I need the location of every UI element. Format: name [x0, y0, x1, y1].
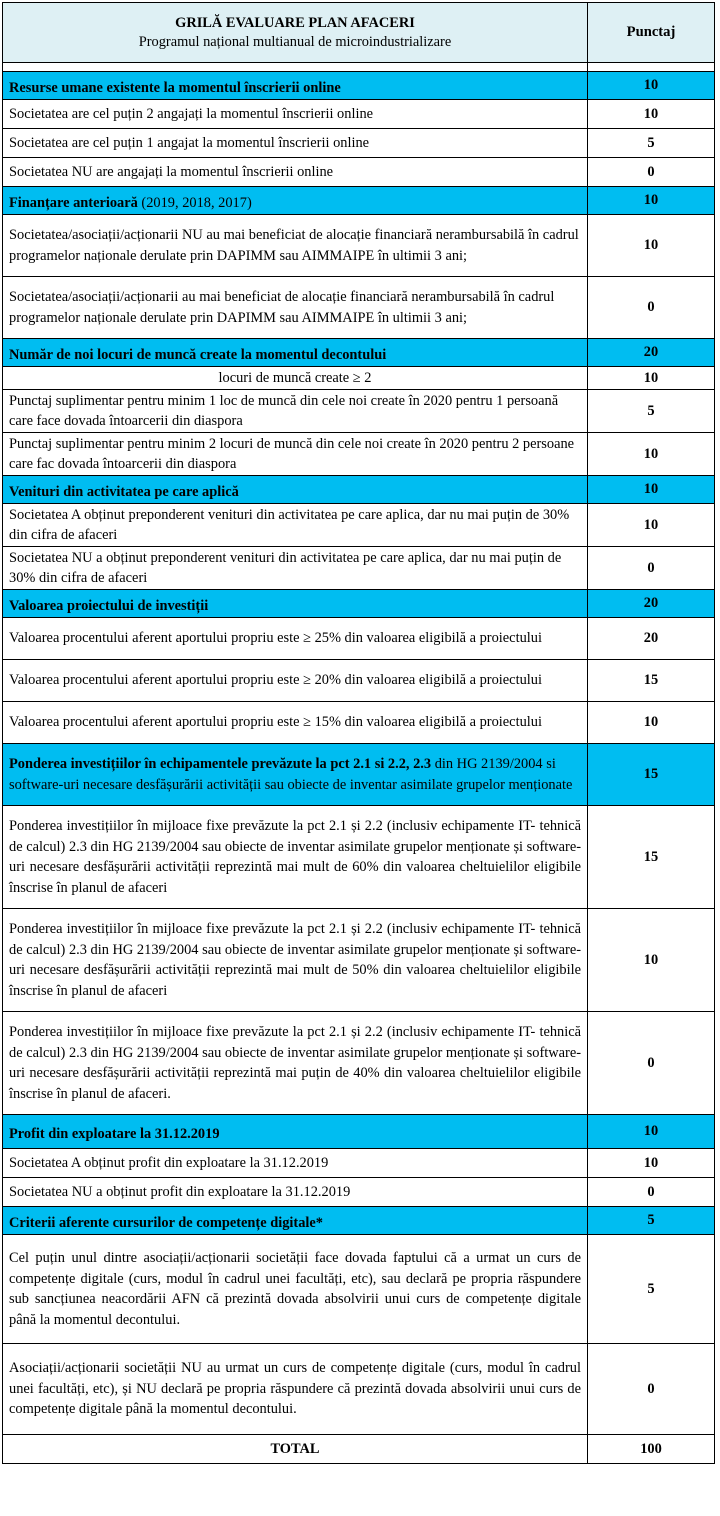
total-label: TOTAL [3, 1435, 588, 1464]
criterion-text: locuri de muncă create ≥ 2 [3, 367, 588, 390]
criterion-row [3, 547, 715, 590]
criterion-score: 10 [588, 909, 715, 1012]
criterion-score: 0 [588, 277, 715, 339]
criterion-text: Punctaj suplimentar pentru minim 1 loc de muncă din cele noi create în 2020 pentru 1 persoană care face dovada întoarcerii din diaspora [3, 390, 588, 433]
section-label: Resurse umane existente la momentul înscrierii online [3, 72, 588, 100]
section-label-suffix: din HG 2139/2004 si software-uri necesare desfășurării activității sau obiecte de inventar asimilate grupelor menționate [9, 756, 573, 793]
criterion-row [3, 215, 715, 277]
section-header [3, 187, 715, 215]
criterion-text: Societatea A obținut profit din exploatare la 31.12.2019 [3, 1149, 588, 1178]
evaluation-table [2, 2, 715, 1464]
title-cell [3, 3, 588, 63]
criterion-text: Ponderea investițiilor în mijloace fixe prevăzute la pct 2.1 și 2.2 (inclusiv echipamente IT- tehnică de calcul) 2.3 din HG 2139/2004 sau obiecte de inventar asimilate grupelor menționate și software-uri necesare desfășurării activității reprezintă mai mult de 60% din valoarea cheltuielilor eligibile înscrise în planul de afaceri [3, 806, 588, 909]
criterion-row [3, 433, 715, 476]
criterion-row [3, 1012, 715, 1115]
section-header [3, 1207, 715, 1235]
criterion-row [3, 158, 715, 187]
section-label: Venituri din activitatea pe care aplică [3, 476, 588, 504]
section-score: 20 [588, 590, 715, 618]
section-score: 10 [588, 1115, 715, 1149]
criterion-row [3, 806, 715, 909]
criterion-text: Societatea NU a obținut preponderent venituri din activitatea pe care aplica, dar nu mai puțin de 30% din cifra de afaceri [3, 547, 588, 590]
spacer-row [3, 63, 715, 72]
section-header [3, 744, 715, 806]
criterion-text: Societatea/asociații/acționarii NU au mai beneficiat de alocație financiară nerambursabilă în cadrul programelor naționale derulate prin DAPIMM sau AIMMAIPE în ultimii 3 ani; [3, 215, 588, 277]
section-label-suffix: (2019, 2018, 2017) [137, 194, 252, 211]
evaluation-grid [2, 2, 716, 1464]
criterion-score: 0 [588, 1344, 715, 1435]
criterion-row [3, 1178, 715, 1207]
criterion-row [3, 129, 715, 158]
criterion-score: 0 [588, 158, 715, 187]
criterion-score: 10 [588, 100, 715, 129]
criterion-text: Societatea are cel puțin 1 angajat la momentul înscrierii online [3, 129, 588, 158]
section-label-cell [3, 187, 588, 215]
section-label: Număr de noi locuri de muncă create la momentul decontului [3, 339, 588, 367]
criterion-row [3, 277, 715, 339]
criterion-score: 5 [588, 129, 715, 158]
section-label: Profit din exploatare la 31.12.2019 [3, 1115, 588, 1149]
section-label-cell [3, 744, 588, 806]
criterion-text: Punctaj suplimentar pentru minim 2 locuri de muncă din cele noi create în 2020 pentru 2 persoane care fac dovada întoarcerii din diaspora [3, 433, 588, 476]
criterion-text: Ponderea investițiilor în mijloace fixe prevăzute la pct 2.1 și 2.2 (inclusiv echipamente IT- tehnică de calcul) 2.3 din HG 2139/2004 sau obiecte de inventar asimilate grupelor menționate și software-uri necesare desfășurării activității reprezintă mai mult de 50% din valoarea cheltuielilor eligibile înscrise în planul de afaceri [3, 909, 588, 1012]
criterion-row [3, 367, 715, 390]
criterion-row [3, 702, 715, 744]
criterion-text: Valoarea procentului aferent aportului propriu este ≥ 25% din valoarea eligibilă a proiectului [3, 618, 588, 660]
section-label: Finanțare anterioară [9, 194, 138, 211]
criterion-score: 15 [588, 806, 715, 909]
section-score: 5 [588, 1207, 715, 1235]
criterion-text: Societatea NU a obținut profit din exploatare la 31.12.2019 [3, 1178, 588, 1207]
criterion-row [3, 1149, 715, 1178]
score-column-header: Punctaj [588, 3, 715, 63]
section-score: 20 [588, 339, 715, 367]
criterion-score: 0 [588, 547, 715, 590]
criterion-row [3, 390, 715, 433]
document-subtitle: Programul național multianual de microindustrializare [138, 33, 452, 50]
criterion-text: Cel puțin unul dintre asociații/acționarii societății face dovada faptului că a urmat un curs de competențe digitale (curs, modul în cadrul unei facultăți, etc), sau declară pe propria răspundere sub sancțiunea neacordării AFN că prezintă dovada absolvirii unui curs de competențe digitale până la momentul decontului. [3, 1235, 588, 1344]
total-row [3, 1435, 715, 1464]
section-label: Valoarea proiectului de investiții [3, 590, 588, 618]
criterion-score: 10 [588, 702, 715, 744]
section-score: 10 [588, 72, 715, 100]
criterion-text: Societatea A obținut preponderent venituri din activitatea pe care aplica, dar nu mai puțin de 30% din cifra de afaceri [3, 504, 588, 547]
criterion-text: Societatea NU are angajați la momentul înscrierii online [3, 158, 588, 187]
table-header-row [3, 3, 715, 63]
criterion-text: Societatea/asociații/acționarii au mai beneficiat de alocație financiară nerambursabilă în cadrul programelor naționale derulate prin DAPIMM sau AIMMAIPE în ultimii 3 ani; [3, 277, 588, 339]
criterion-row [3, 504, 715, 547]
criterion-row [3, 909, 715, 1012]
criterion-text: Ponderea investițiilor în mijloace fixe prevăzute la pct 2.1 și 2.2 (inclusiv echipamente IT- tehnică de calcul) 2.3 din HG 2139/2004 sau obiecte de inventar asimilate grupelor menționate și software-uri necesare desfășurării activității reprezintă mai puțin de 40% din valoarea cheltuielilor eligibile înscrise în planul de afaceri. [3, 1012, 588, 1115]
criterion-score: 0 [588, 1012, 715, 1115]
criterion-score: 0 [588, 1178, 715, 1207]
criterion-score: 10 [588, 215, 715, 277]
section-score: 10 [588, 187, 715, 215]
criterion-row [3, 1344, 715, 1435]
section-header [3, 590, 715, 618]
document-title: GRILĂ EVALUARE PLAN AFACERI [175, 14, 415, 31]
total-score: 100 [588, 1435, 715, 1464]
criterion-score: 10 [588, 433, 715, 476]
criterion-score: 10 [588, 1149, 715, 1178]
criterion-score: 5 [588, 390, 715, 433]
section-header [3, 72, 715, 100]
criterion-score: 15 [588, 660, 715, 702]
criterion-score: 10 [588, 367, 715, 390]
criterion-score: 5 [588, 1235, 715, 1344]
section-label: Criterii aferente cursurilor de competențe digitale* [3, 1207, 588, 1235]
section-header [3, 339, 715, 367]
criterion-text: Valoarea procentului aferent aportului propriu este ≥ 20% din valoarea eligibilă a proiectului [3, 660, 588, 702]
section-label: Ponderea investițiilor în echipamentele prevăzute la pct 2.1 si 2.2, 2.3 [9, 756, 432, 772]
criterion-text: Asociații/acționarii societății NU au urmat un curs de competențe digitale (curs, modul în cadrul unei facultăți, etc), și NU declară pe propria răspundere că prezintă dovada absolvirii unui curs de competențe digitale până la momentul decontului. [3, 1344, 588, 1435]
section-score: 10 [588, 476, 715, 504]
section-score: 15 [588, 744, 715, 806]
criterion-score: 10 [588, 504, 715, 547]
criterion-row [3, 1235, 715, 1344]
criterion-text: Valoarea procentului aferent aportului propriu este ≥ 15% din valoarea eligibilă a proiectului [3, 702, 588, 744]
criterion-score: 20 [588, 618, 715, 660]
criterion-row [3, 100, 715, 129]
criterion-row [3, 618, 715, 660]
section-header [3, 476, 715, 504]
criterion-row [3, 660, 715, 702]
section-header [3, 1115, 715, 1149]
criterion-text: Societatea are cel puțin 2 angajați la momentul înscrierii online [3, 100, 588, 129]
